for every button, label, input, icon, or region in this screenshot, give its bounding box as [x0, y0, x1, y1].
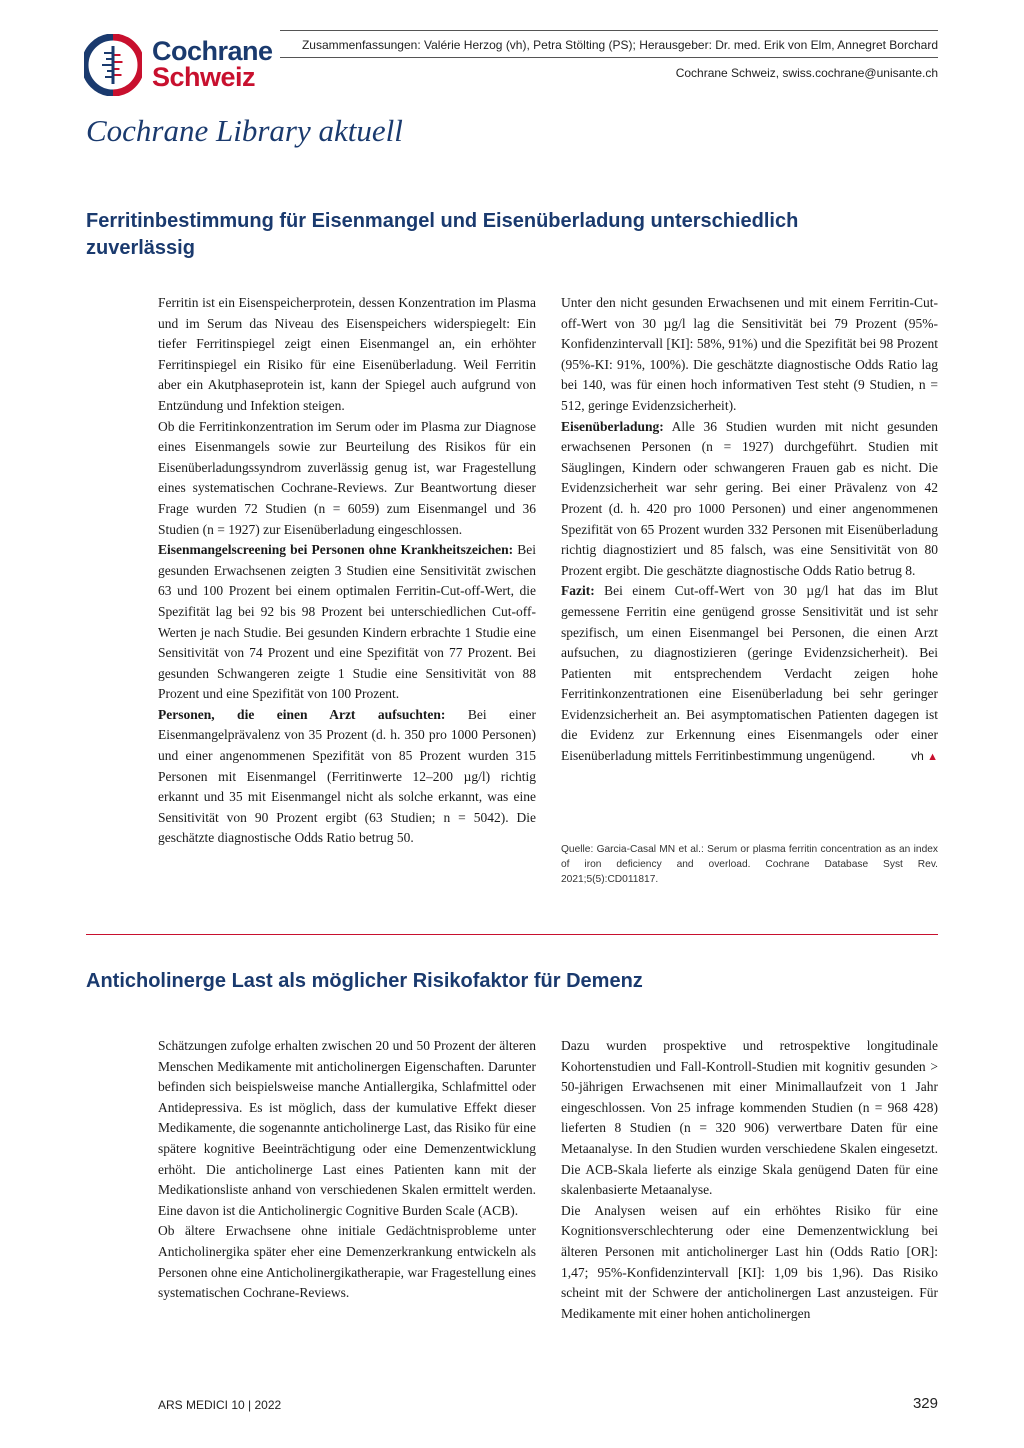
paragraph: Ob die Ferritinkonzentration im Serum oder im Plasma zur Diagnose eines Eisenmangels sowie zur Beurteilung des Risikos für ein Eisenüberladungssyndrom zuverlässig genug ist, war Fragestellung eines systematischen Cochrane-Reviews. Zur Beantwortung dieser Frage wurden 72 Studien (n = 6059) zum Eisenmangel und 36 Studien (n = 1927) zur Eisenüberladung eingeschlossen. — [158, 418, 536, 537]
header-contact: Cochrane Schweiz, swiss.cochrane@unisante.ch — [675, 66, 938, 80]
logo-text-schweiz: Schweiz — [152, 62, 256, 92]
paragraph — [561, 417, 938, 582]
paragraph: Die Analysen weisen auf ein erhöhtes Risiko für eine Kognitionsverschlechterung oder eine Demenzentwicklung bei älteren Personen mit anticholinerger Last hin (Odds Ratio [OR]: 1,47; 95%-Konfidenzintervall [KI]: 1,09 bis 1,96). Das Risiko scheint mit der Schwere der anticholinergen Last anzusteigen. Für Medikamente mit einer hohen anticholinergen — [561, 1202, 938, 1321]
paragraph: Schätzungen zufolge erhalten zwischen 20 und 50 Prozent der älteren Menschen Medikamente mit anticholinergen Eigenschaften. Darunter befinden sich beispielsweise manche Antiallergika, Schlafmittel oder Antidepressiva. Es ist möglich, dass der kumulative Effekt dieser Medikamente, die sogenannte anticholinerge Last, das Risiko für eine spätere kognitive Beeinträchtigung oder eine Demenzentwicklung erhöht. Die anticholinerge Last eines Patienten kann mit der Medikationsliste anhand von verschiedenen Skalen ermittelt werden. Eine davon ist die Anticholinergic Cognitive Burden Scale (ACB). — [158, 1038, 536, 1218]
paragraph-text: Bei gesunden Erwachsenen zeigten 3 Studien eine Sensitivität zwischen 63 und 100 Prozent bei einem optimalen Ferritin-Cut-off-Wert, die Spezifität lag bei 92 bis 98 Prozent bei unterschiedlichen Cut-off-Werten je nach Studie. Bei gesunden Kindern erbrachte 1 Studie eine Sensitivität von 74 Prozent und eine Spezifität von 77 Prozent. Bei gesunden Schwangeren zeigte 1 Studie eine Sensitivität von 88 Prozent und eine Spezifität von 100 Prozent. — [158, 542, 536, 702]
paragraph-text: Bei einem Cut-off-Wert von 30 µg/l hat das im Blut gemessene Ferritin eine genügend grosse Sensitivität und ist sehr spezifisch, um einen Eisenmangel bei Personen, die einen Arzt aufsuchen, zu diagnostizieren (geringe Evidenzsicherheit). Bei Patienten mit entsprechendem Verdacht zeigen hohe Ferritinkonzentrationen eine Eisenüberladung bei sehr geringer Evidenzsicherheit an. Bei asymptomatischen Patienten dagegen ist die Evidenz zur Erkennung eines Eisenmangels oder einer Eisenüberladung mittels Ferritinbestimmung ungenügend. — [561, 583, 938, 764]
paragraph-label: Eisenüberladung: — [561, 418, 664, 434]
article1-left-column — [158, 293, 536, 849]
article-divider — [86, 934, 938, 935]
article1-right-column — [561, 293, 938, 768]
paragraph-text: Alle 36 Studien wurden mit nicht gesunden erwachsenen Personen (n = 1927) durchgeführt. Studien mit Säuglingen, Kindern oder schwangeren Frauen gab es nicht. Die Evidenzsicherheit war sehr gering. Bei einer Prävalenz von 42 Prozent (d. h. 420 pro 1000 Personen) und einer angenommenen Spezifität von 65 Prozent wurden 332 Personen mit Eisenüberladung richtig diagnostiziert und 85 falsch, was eine Sensitivität von 80 Prozent ergibt. Die geschätzte diagnostische Odds Ratio betrug 8. — [561, 418, 938, 578]
paragraph: Unter den nicht gesunden Erwachsenen und mit einem Ferritin-Cut-off-Wert von 30 µg/l lag die Sensitivität bei 79 Prozent (95%-Konfidenzintervall [KI]: 58%, 91%) und die Spezifität bei 98 Prozent (95%-KI: 91%, 100%). Die geschätzte diagnostische Odds Ratio lag bei 140, was für einen hoch informativen Test steht (9 Studien, n = 512, geringe Evidenzsicherheit). — [561, 295, 938, 413]
footer-journal: ARS MEDICI 10 | 2022 — [158, 1398, 282, 1412]
header-authors: Zusammenfassungen: Valérie Herzog (vh), Petra Stölting (PS); Herausgeber: Dr. med. Erik von Elm, Annegret Borchard — [301, 38, 938, 52]
author-signature — [911, 746, 938, 768]
cochrane-schweiz-logo — [84, 34, 274, 100]
paragraph — [158, 705, 536, 849]
logo-text-cochrane: Cochrane — [152, 36, 273, 66]
paragraph — [561, 581, 938, 766]
paragraph: Dazu wurden prospektive und retrospektive longitudinale Kohortenstudien und Fall-Kontroll-Studien mit kognitiv gesunden > 50-jährigen Erwachsenen mit einer Minimallaufzeit von 1 Jahr eingeschlossen. Von 25 infrage kommenden Studien (n = 968 428) lieferten 8 Studien (n = 320 906) verwertbare Daten für eine Metaanalyse. In den Studien wurden verschiedene Skalen eingesetzt. Die ACB-Skala lieferte als einzige Skala genügend Daten für eine skalenbasierte Metaanalyse. — [561, 1038, 938, 1198]
header-middle-rule — [280, 57, 938, 58]
paragraph-label: Personen, die einen Arzt aufsuchten: — [158, 706, 446, 722]
signature-initials: vh — [911, 749, 924, 764]
article2-right-column — [561, 1036, 938, 1324]
paragraph-label: Eisenmangelscreening bei Personen ohne Krankheitszeichen: — [158, 542, 514, 558]
paragraph-text: Bei einer Eisenmangelprävalenz von 35 Prozent (d. h. 350 pro 1000 Personen) und einer angenommenen Spezifität von 85 Prozent wurden 315 Personen mit Eisenmangel (Ferritinwerte 12–200 µg/l) richtig erkannt und 35 mit Eisenmangel nicht als solche erkannt, was eine Sensitivität von 90 Prozent ergibt (63 Studien; n = 5042). Die geschätzte diagnostische Odds Ratio betrug 50. — [158, 706, 537, 846]
article2-left-column — [158, 1036, 536, 1304]
header-top-rule — [280, 30, 938, 31]
article-title-anticholinergic: Anticholinerge Last als möglicher Risikofaktor für Demenz — [86, 970, 643, 992]
paragraph: Ferritin ist ein Eisenspeicherprotein, dessen Konzentration im Plasma und im Serum das Niveau des Eisenspeichers widerspiegelt: Ein tiefer Ferritinspiegel zeigt einen Eisenmangel an, ein erhöhter Ferritinspiegel ein Risiko für eine Eisenüberladung. Weil Ferritin aber ein Akutphaseprotein ist, kann der Spiegel auch aufgrund von Entzündung und Infektion steigen. — [158, 295, 536, 413]
cochrane-logo-icon — [84, 34, 142, 96]
paragraph: Ob ältere Erwachsene ohne initiale Gedächtnisprobleme unter Anticholinergika später eher eine Demenzerkrankung entwickeln als Personen ohne eine Anticholinergikatherapie, war Fragestellung eines systematischen Cochrane-Reviews. — [158, 1223, 536, 1301]
paragraph-label: Fazit: — [561, 583, 595, 599]
triangle-icon: ▲ — [927, 751, 938, 764]
article-title-ferritin: Ferritinbestimmung für Eisenmangel und Eisenüberladung unterschiedlich zuverlässig — [86, 210, 799, 259]
section-label: Cochrane Library aktuell — [86, 113, 403, 148]
paragraph — [158, 540, 536, 705]
page-number: 329 — [912, 1395, 938, 1412]
source-citation: Quelle: Garcia-Casal MN et al.: Serum or plasma ferritin concentration as an index of iron deficiency and overload. Cochrane Database Syst Rev. 2021;5(5):CD011817. — [561, 844, 938, 885]
